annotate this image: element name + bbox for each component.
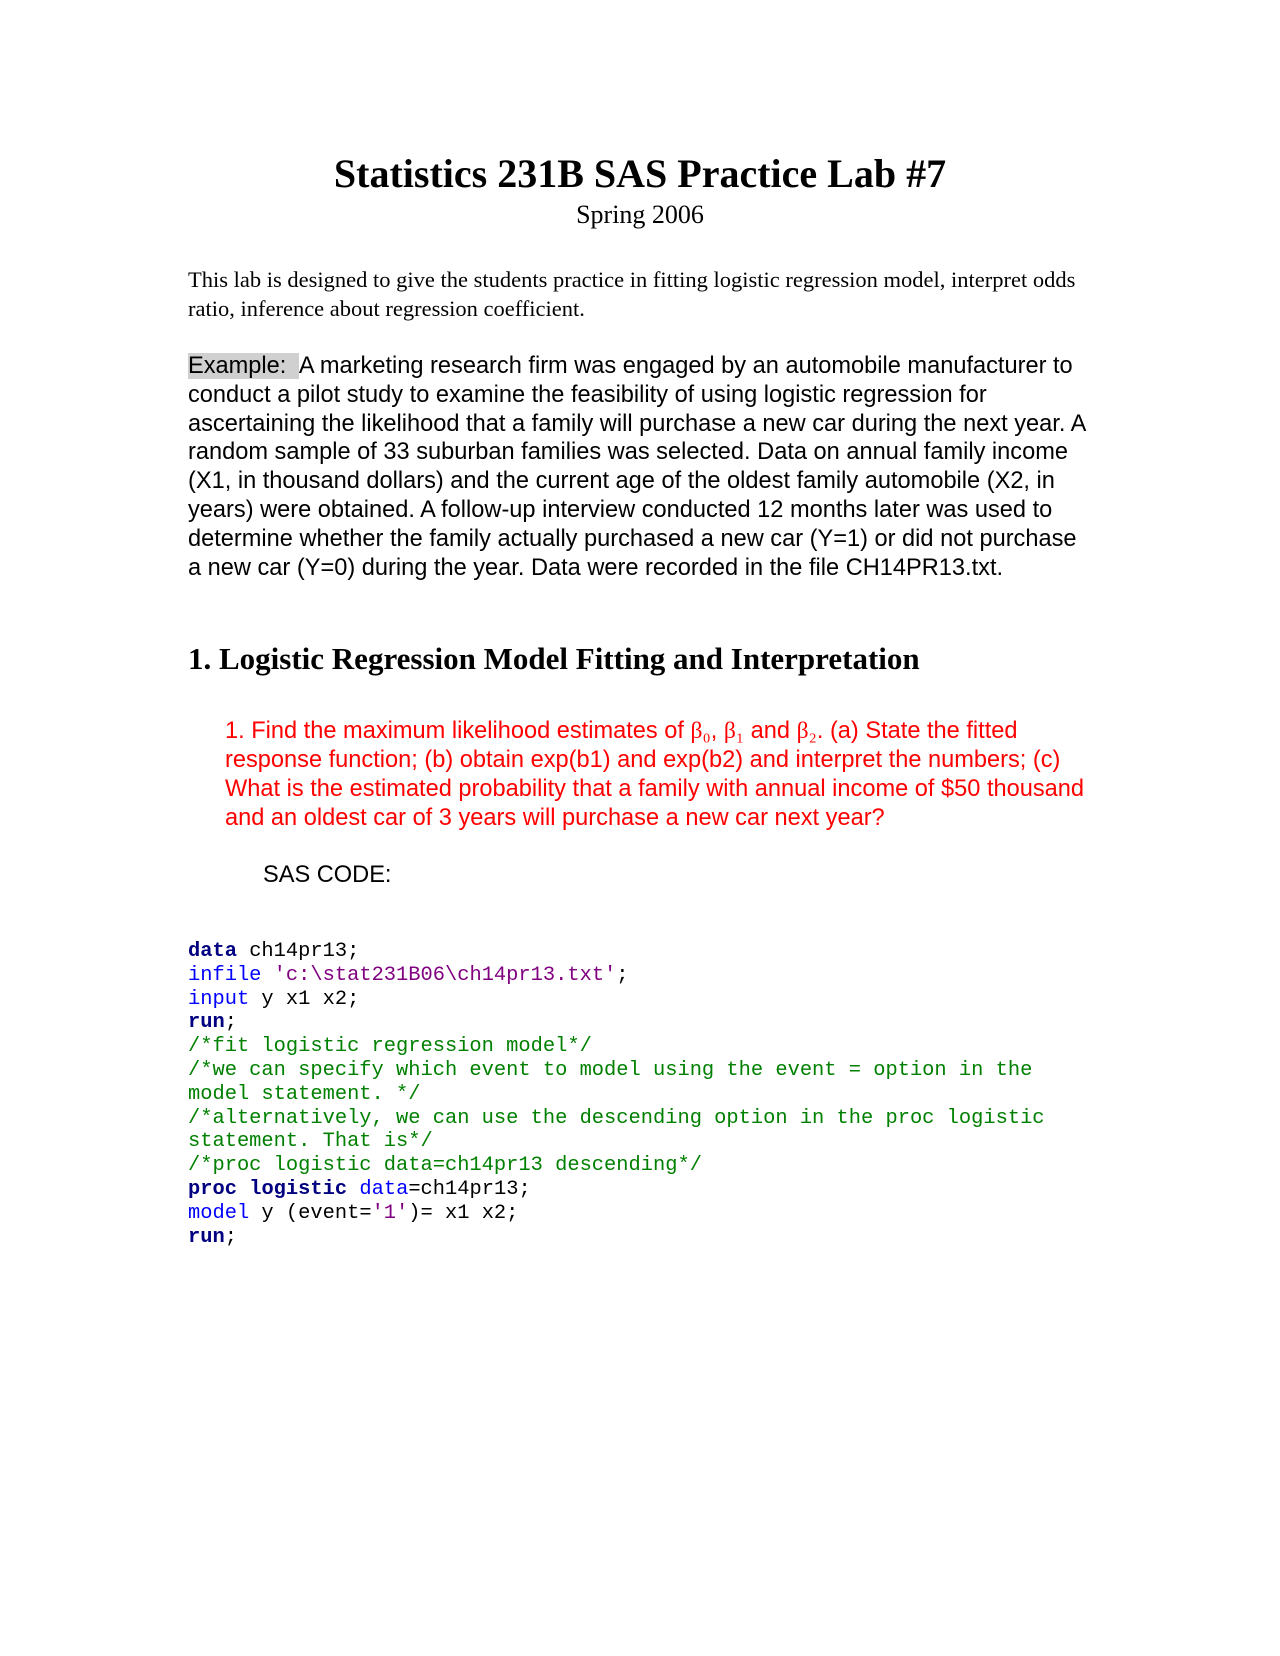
section-heading: 1. Logistic Regression Model Fitting and Interpretation — [188, 641, 920, 676]
code-line-10: /*proc logistic data=ch14pr13 descending*/ — [188, 1154, 702, 1178]
example-label: Example: — [188, 353, 299, 379]
code-keyword: run — [188, 1011, 225, 1035]
code-text: =ch14pr13; — [408, 1177, 531, 1201]
code-option: data — [359, 1177, 409, 1201]
sas-code-block — [188, 940, 1188, 1249]
code-line-1 — [188, 940, 1188, 964]
beta1-symbol: β₁ — [723, 718, 745, 744]
code-keyword: infile — [188, 963, 262, 987]
code-keyword: model — [188, 1201, 250, 1225]
question-sep1: , — [710, 718, 724, 744]
code-keyword: data — [188, 940, 237, 963]
beta2-symbol: β₂ — [796, 718, 817, 744]
code-text: ; — [616, 963, 629, 987]
code-line-2 — [188, 964, 1188, 988]
code-line-6: /*we can specify which event to model using the event = option in the — [188, 1058, 1033, 1082]
code-line-9: statement. That is*/ — [188, 1130, 433, 1154]
code-string: '1' — [371, 1201, 409, 1225]
code-line-12 — [188, 1202, 1188, 1226]
code-string: 'c:\stat231B06\ch14pr13.txt' — [273, 963, 617, 987]
code-keyword: logistic — [249, 1177, 348, 1201]
code-keyword: run — [188, 1225, 225, 1249]
beta0-symbol: β₀ — [690, 718, 711, 744]
code-line-13 — [188, 1226, 1188, 1250]
code-keyword: proc — [188, 1177, 237, 1201]
code-text: ; — [224, 1225, 237, 1249]
intro-paragraph: This lab is designed to give the students practice in fitting logistic regression model, interpret odds ratio, inference about regression coefficient. — [188, 267, 1076, 321]
code-line-4 — [188, 1011, 1188, 1035]
sas-code-label: SAS CODE: — [263, 862, 392, 888]
code-line-3 — [188, 988, 1188, 1012]
code-space — [261, 964, 273, 987]
code-text: y (event= — [249, 1201, 372, 1225]
code-keyword: input — [188, 987, 250, 1011]
code-line-11 — [188, 1178, 1188, 1202]
code-line-7: model statement. */ — [188, 1082, 421, 1106]
example-paragraph — [188, 352, 1088, 582]
code-line-5: /*fit logistic regression model*/ — [188, 1035, 592, 1059]
question-rest: . (a) State the fitted response function; (b) obtain exp(b1) and exp(b2) and interpret the numbers; (c) What is the estimated probability that a family with annual income of $50 thousand and an oldest car of 3 years will purchase a new car next year? — [225, 718, 1085, 831]
code-text: ch14pr13; — [236, 940, 360, 963]
code-space — [237, 1178, 249, 1201]
code-line-8: /*alternatively, we can use the descending option in the proc logistic — [188, 1106, 1045, 1130]
page-title: Statistics 231B SAS Practice Lab #7 — [333, 151, 947, 196]
question-1 — [225, 717, 1095, 833]
question-prefix: 1. Find the maximum likelihood estimates of — [225, 718, 691, 744]
code-text: ; — [224, 1011, 237, 1035]
code-text: y x1 x2; — [249, 987, 360, 1011]
question-sep2: and — [744, 718, 797, 744]
example-text: A marketing research firm was engaged by an automobile manufacturer to conduct a pilot study to examine the feasibility of using logistic regression for ascertaining the likelihood that a family will purchase a new car during the next year. A random sample of 33 suburban families was selected. Data on annual family income (X1, in thousand dollars) and the current age of the oldest family automobile (X2, in years) were obtained. A follow-up interview conducted 12 months later was used to determine whether the family actually purchased a new car (Y=1) or did not purchase a new car (Y=0) during the year. Data were recorded in the file CH14PR13.txt. — [188, 353, 1086, 581]
code-space — [347, 1178, 359, 1201]
page-subtitle: Spring 2006 — [576, 200, 704, 229]
code-text: )= x1 x2; — [408, 1201, 519, 1225]
